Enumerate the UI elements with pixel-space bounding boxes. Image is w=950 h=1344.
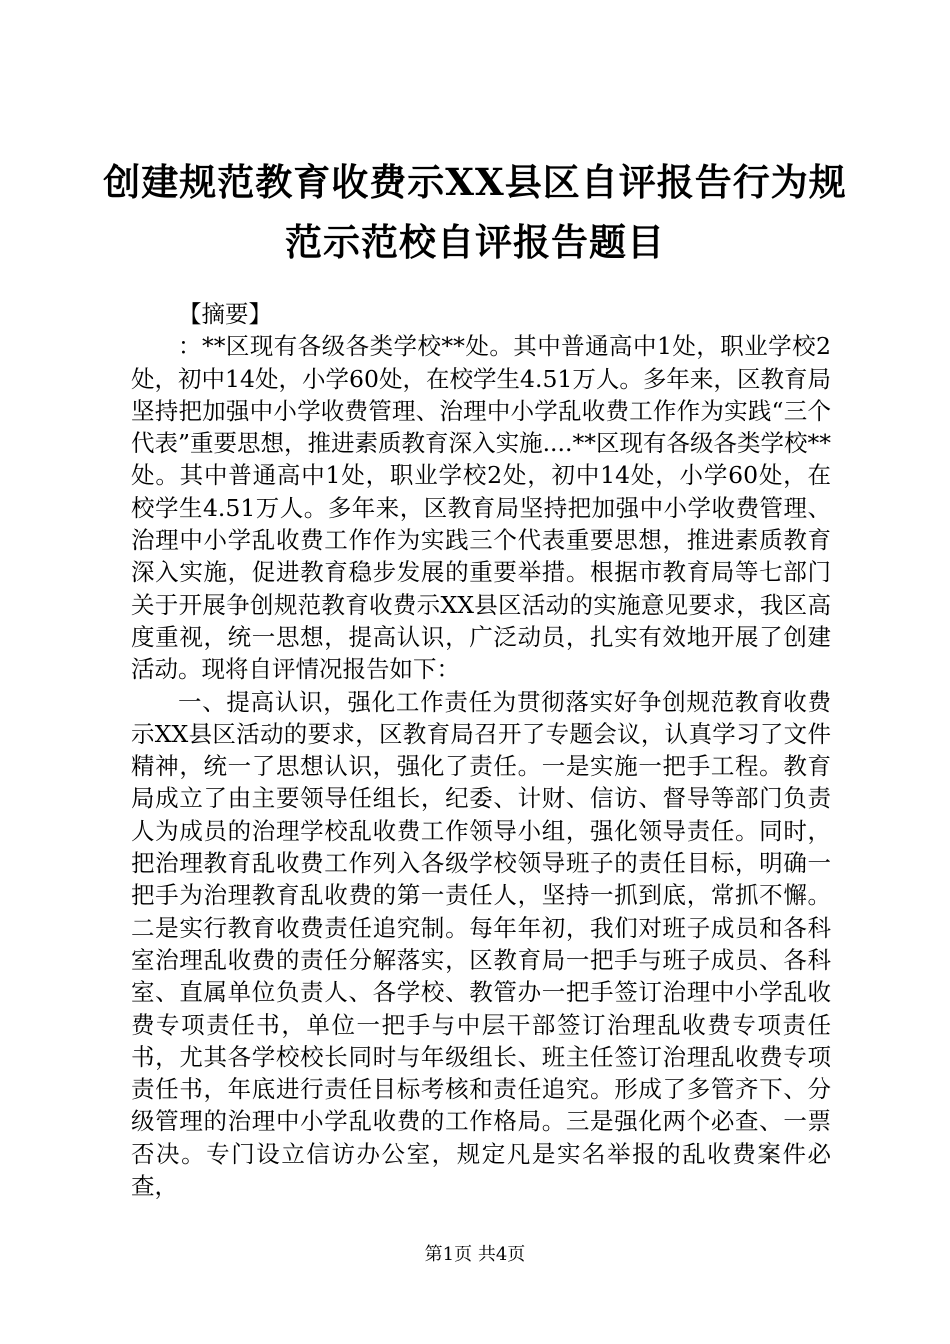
page-footer: 第1页 共4页 [424, 1244, 526, 1265]
abstract-label: 【摘要】 [178, 300, 272, 328]
paragraph: ：**区现有各级各类学校**处。其中普通高中1处，职业学校2处，初中14处，小学60处，在校学生4.51万人。多年来，区教育局坚持把加强中小学收费管理、治理中小学乱收费工作作为实践“三个代表”重要思想，推进素质教育深入实施....**区现有各级各类学校**处。其中普通高中1处，职业学校2处，初中14处，小学60处，在校学生4.51万人。多年来，区教育局坚持把加强中小学收费管理、治理中小学乱收费工作作为实践三个代表重要思想，推进素质教育深入实施，促进教育稳步发展的重要举措。根据市教育局等七部门关于开展争创规范教育收费示XX县区活动的实施意见要求，我区高度重视，统一思想，提高认识，广泛动员，扎实有效地开展了创建活动。现将自评情况报告如下： [131, 332, 831, 684]
document-title-line-2: 范示范校自评报告题目 [285, 220, 665, 264]
paragraph: 一、提高认识，强化工作责任为贯彻落实好争创规范教育收费示XX县区活动的要求，区教育局召开了专题会议，认真学习了文件精神，统一了思想认识，强化了责任。一是实施一把手工程。教育局成立了由主要领导任组长，纪委、计财、信访、督导等部门负责人为成员的治理学校乱收费工作领导小组，强化领导责任。同时，把治理教育乱收费工作列入各级学校领导班子的责任目标，明确一把手为治理教育乱收费的第一责任人，坚持一抓到底，常抓不懈。二是实行教育收费责任追究制。每年年初，我们对班子成员和各科室治理乱收费的责任分解落实，区教育局一把手与班子成员、各科室、直属单位负责人、各学校、教管办一把手签订治理中小学乱收费专项责任书，单位一把手与中层干部签订治理乱收费专项责任书，尤其各学校校长同时与年级组长、班主任签订治理乱收费专项责任书，年底进行责任目标考核和责任追究。形成了多管齐下、分级管理的治理中小学乱收费的工作格局。三是强化两个必查、一票否决。专门设立信访办公室，规定凡是实名举报的乱收费案件必查， [131, 687, 831, 1201]
document-title-line-1: 创建规范教育收费示XX县区自评报告行为规 [103, 160, 847, 204]
document-body [131, 298, 831, 1202]
